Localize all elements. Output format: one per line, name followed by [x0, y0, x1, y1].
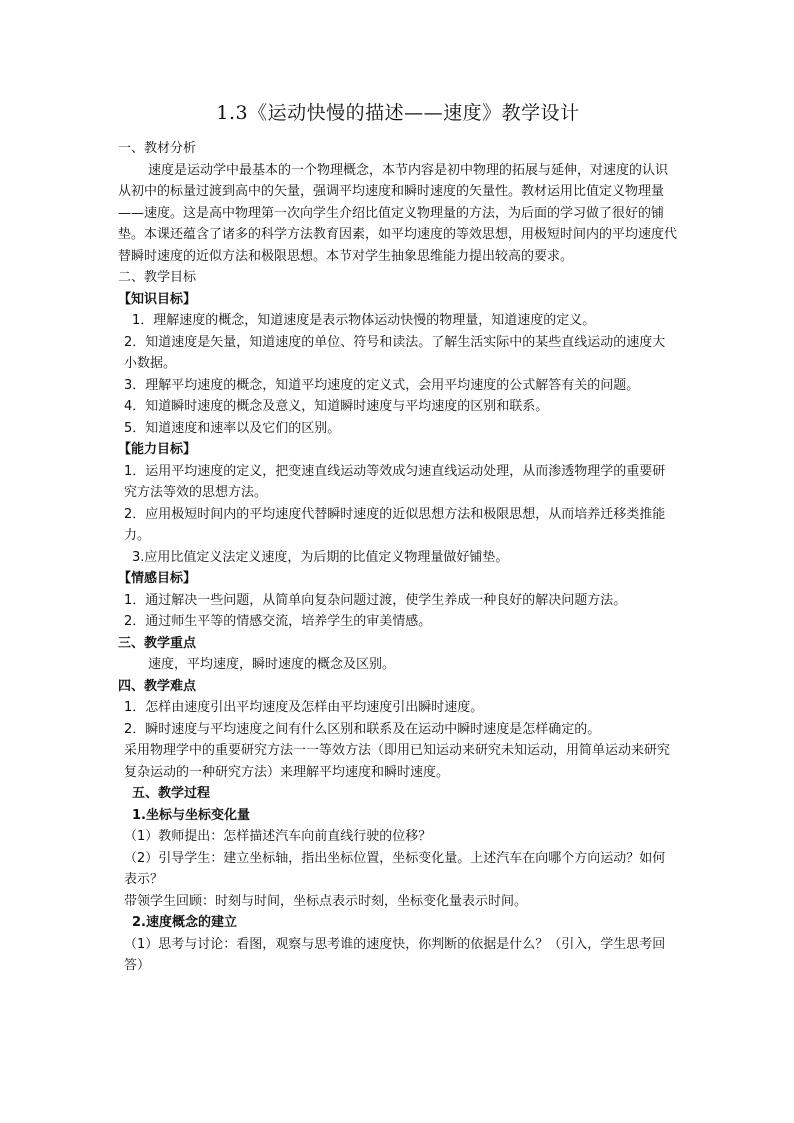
document-title: 1.3《运动快慢的描述——速度》教学设计 [216, 102, 580, 124]
section-heading-teaching-goals: 二、教学目标 [118, 270, 197, 285]
subheading-emotion-goals: 【情感目标】 [118, 571, 197, 586]
knowledge-goal-item: 3．理解平均速度的概念，知道平均速度的定义式，会用平均速度的公式解答有关的问题。 [124, 377, 640, 393]
subheading-coordinates: 1.坐标与坐标变化量 [132, 807, 250, 823]
knowledge-goal-item: 1．理解速度的概念，知道速度是表示物体运动快慢的物理量，知道速度的定义。 [132, 313, 596, 328]
emotion-goal-item: 2．通过师生平等的情感交流，培养学生的审美情感。 [124, 614, 432, 629]
section-heading-material-analysis: 一、教材分析 [118, 141, 197, 156]
knowledge-goal-item: 5．知道速度和速率以及它们的区别。 [124, 420, 341, 436]
subheading-knowledge-goals: 【知识目标】 [118, 291, 197, 307]
key-points-text: 速度，平均速度，瞬时速度的概念及区别。 [148, 657, 396, 672]
section-heading-difficulties: 四、教学难点 [118, 678, 197, 694]
process-item: 带领学生回顾：时刻与时间，坐标点表示时刻，坐标变化量表示时间。 [124, 893, 528, 909]
process-item: （1）教师提出：怎样描述汽车向前直线行驶的位移？ [124, 829, 432, 844]
difficulty-item: 2．瞬时速度与平均速度之间有什么区别和联系及在运动中瞬时速度是怎样确定的。 [124, 721, 601, 737]
knowledge-goal-item: 4．知道瞬时速度的概念及意义，知道瞬时速度与平均速度的区别和联系。 [124, 399, 549, 414]
subheading-speed-concept: 2.速度概念的建立 [132, 915, 237, 930]
ability-goal-item: 1．运用平均速度的定义，把变速直线运动等效成匀速直线运动处理，从而渗透物理学的重要研究方法等效的思想方法。 [124, 463, 666, 500]
process-item: （1）思考与讨论：看图，观察与思考谁的速度快，你判断的依据是什么？（引入，学生思考回答） [124, 936, 666, 973]
process-item: （2）引导学生：建立坐标轴，指出坐标位置，坐标变化量。上述汽车在向哪个方向运动？如何表示？ [124, 850, 666, 887]
emotion-goal-item: 1．通过解决一些问题，从简单向复杂问题过渡，使学生养成一种良好的解决问题方法。 [124, 592, 627, 608]
ability-goal-item: 2．应用极短时间内的平均速度代替瞬时速度的近似思想方法和极限思想，从而培养迁移类推能力。 [124, 506, 666, 543]
section-heading-key-points: 三、教学重点 [118, 635, 197, 651]
subheading-ability-goals: 【能力目标】 [118, 442, 197, 457]
difficulty-item: 1．怎样由速度引出平均速度及怎样由平均速度引出瞬时速度。 [124, 700, 484, 715]
section-heading-teaching-process: 五、教学过程 [132, 786, 211, 801]
material-analysis-paragraph: 速度是运动学中最基本的一个物理概念，本节内容是初中物理的拓展与延伸，对速度的认识从初中的标量过渡到高中的矢量，强调平均速度和瞬时速度的矢量性。教材运用比值定义物理量——速度。这是高中物理第一次向学生介绍比值定义物理量的方法，为后面的学习做了很好的铺垫。本课还蕴含了诸多的科学方法教育因素，如平均速度的等效思想，用极短时间内的平均速度代替瞬时速度的近似方法和极限思想。本节对学生抽象思维能力提出较高的要求。 [118, 162, 678, 264]
difficulty-method-paragraph: 采用物理学中的重要研究方法一一等效方法（即用已知运动来研究未知运动，用简单运动来研究复杂运动的一种研究方法）来理解平均速度和瞬时速度。 [124, 743, 671, 780]
knowledge-goal-item: 2．知道速度是矢量，知道速度的单位、符号和读法。了解生活实际中的某些直线运动的速度大小数据。 [124, 334, 666, 371]
document-page [118, 100, 678, 977]
ability-goal-item: 3.应用比值定义法定义速度，为后期的比值定义物理量做好铺垫。 [132, 549, 509, 565]
